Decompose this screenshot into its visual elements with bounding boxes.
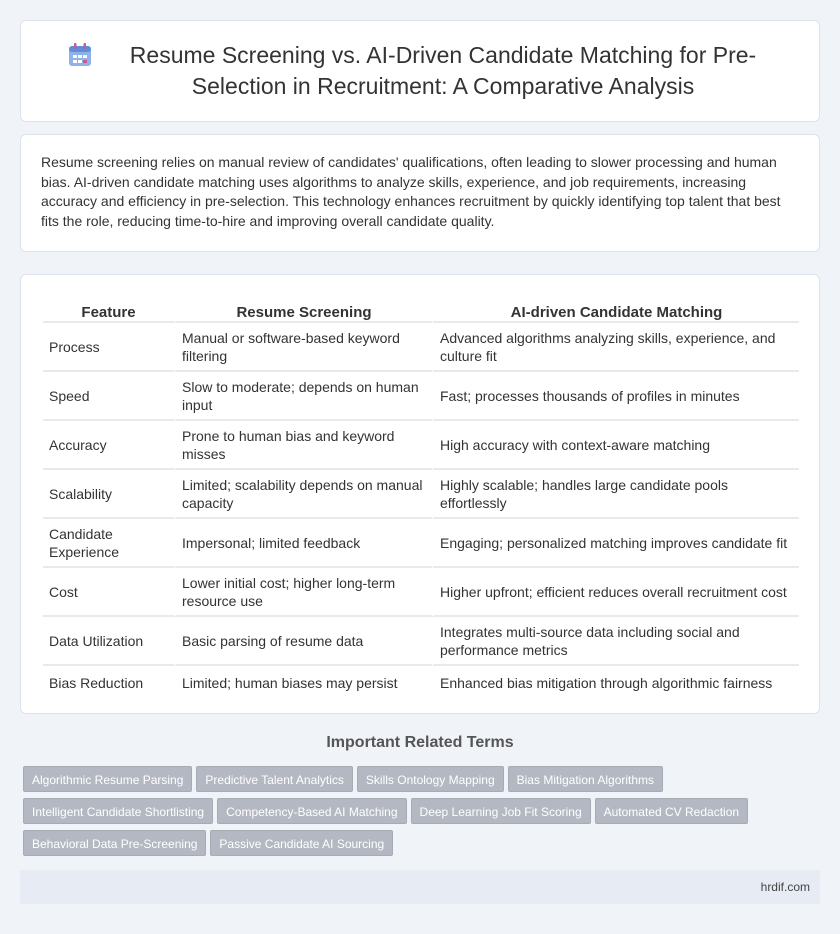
related-term-tag[interactable]: Competency-Based AI Matching (217, 798, 406, 824)
feature-cell: Candidate Experience (43, 519, 174, 568)
feature-cell: Cost (43, 568, 174, 617)
table-row (43, 666, 799, 699)
resume-screening-cell: Limited; human biases may persist (174, 666, 432, 699)
feature-cell: Bias Reduction (49, 674, 144, 691)
related-term-tag[interactable]: Deep Learning Job Fit Scoring (411, 798, 591, 824)
table-row (43, 323, 799, 372)
ai-matching-cell: High accuracy with context-aware matching (432, 421, 799, 470)
resume-screening-cell: Basic parsing of resume data (174, 617, 432, 666)
ai-matching-cell: Integrates multi-source data including social and performance metrics (432, 617, 799, 666)
related-term-tag[interactable]: Algorithmic Resume Parsing (23, 766, 192, 792)
footer-site-link[interactable]: hrdif.com (760, 880, 810, 894)
title-card (20, 20, 820, 122)
feature-cell: Speed (43, 372, 174, 421)
ai-matching-cell: Fast; processes thousands of profiles in minutes (432, 372, 799, 421)
resume-screening-cell: Prone to human bias and keyword misses (174, 421, 432, 470)
ai-matching-cell: Engaging; personalized matching improves candidate fit (432, 519, 799, 568)
page-title: Resume Screening vs. AI-Driven Candidate Matching for Pre-Selection in Recruitment: A Comparative Analysis (129, 42, 757, 99)
ai-matching-cell: Enhanced bias mitigation through algorithmic fairness (432, 666, 799, 699)
table-row (43, 470, 799, 519)
table-header-row (43, 293, 799, 323)
related-term-tag[interactable]: Predictive Talent Analytics (196, 766, 353, 792)
table-row (43, 568, 799, 617)
table-row (43, 372, 799, 421)
related-term-tag[interactable]: Passive Candidate AI Sourcing (210, 830, 393, 856)
table-row (43, 519, 799, 568)
ai-matching-cell: Advanced algorithms analyzing skills, experience, and culture fit (432, 323, 799, 372)
related-term-tag[interactable]: Behavioral Data Pre-Screening (23, 830, 206, 856)
resume-screening-cell: Manual or software-based keyword filtering (174, 323, 432, 372)
header-resume-screening: Resume Screening (174, 293, 432, 323)
comparison-table (43, 293, 799, 699)
resume-screening-cell: Limited; scalability depends on manual capacity (174, 470, 432, 519)
related-term-tag[interactable]: Intelligent Candidate Shortlisting (23, 798, 213, 824)
feature-cell: Data Utilization (43, 617, 174, 666)
comparison-card (20, 274, 820, 714)
header-ai-matching: AI-driven Candidate Matching (432, 293, 799, 323)
related-terms-title: Important Related Terms (326, 734, 514, 751)
feature-cell: Accuracy (43, 421, 174, 470)
title-wrap (40, 40, 800, 102)
feature-cell: Process (43, 323, 174, 372)
ai-matching-cell: Higher upfront; efficient reduces overall recruitment cost (432, 568, 799, 617)
feature-cell: Scalability (43, 470, 174, 519)
related-term-tag[interactable]: Bias Mitigation Algorithms (508, 766, 663, 792)
related-terms-list (23, 766, 803, 862)
table-row (43, 421, 799, 470)
resume-screening-cell: Impersonal; limited feedback (174, 519, 432, 568)
calendar-icon (67, 42, 93, 68)
header-feature: Feature (43, 293, 174, 323)
related-term-tag[interactable]: Skills Ontology Mapping (357, 766, 504, 792)
table-row (43, 617, 799, 666)
ai-matching-cell: Highly scalable; handles large candidate pools effortlessly (432, 470, 799, 519)
intro-paragraph: Resume screening relies on manual review of candidates' qualifications, often leading to slower processing and human bias. AI-driven candidate matching uses algorithms to analyze skills, experience, and job requirements, increasing accuracy and efficiency in pre-selection. This technology enhances recruitment by quickly identifying top talent that best fits the role, reducing time-to-hire and improving overall candidate quality. (41, 154, 781, 229)
resume-screening-cell: Lower initial cost; higher long-term resource use (174, 568, 432, 617)
resume-screening-cell: Slow to moderate; depends on human input (174, 372, 432, 421)
footer (20, 870, 820, 904)
related-term-tag[interactable]: Automated CV Redaction (595, 798, 748, 824)
intro-card (20, 134, 820, 252)
